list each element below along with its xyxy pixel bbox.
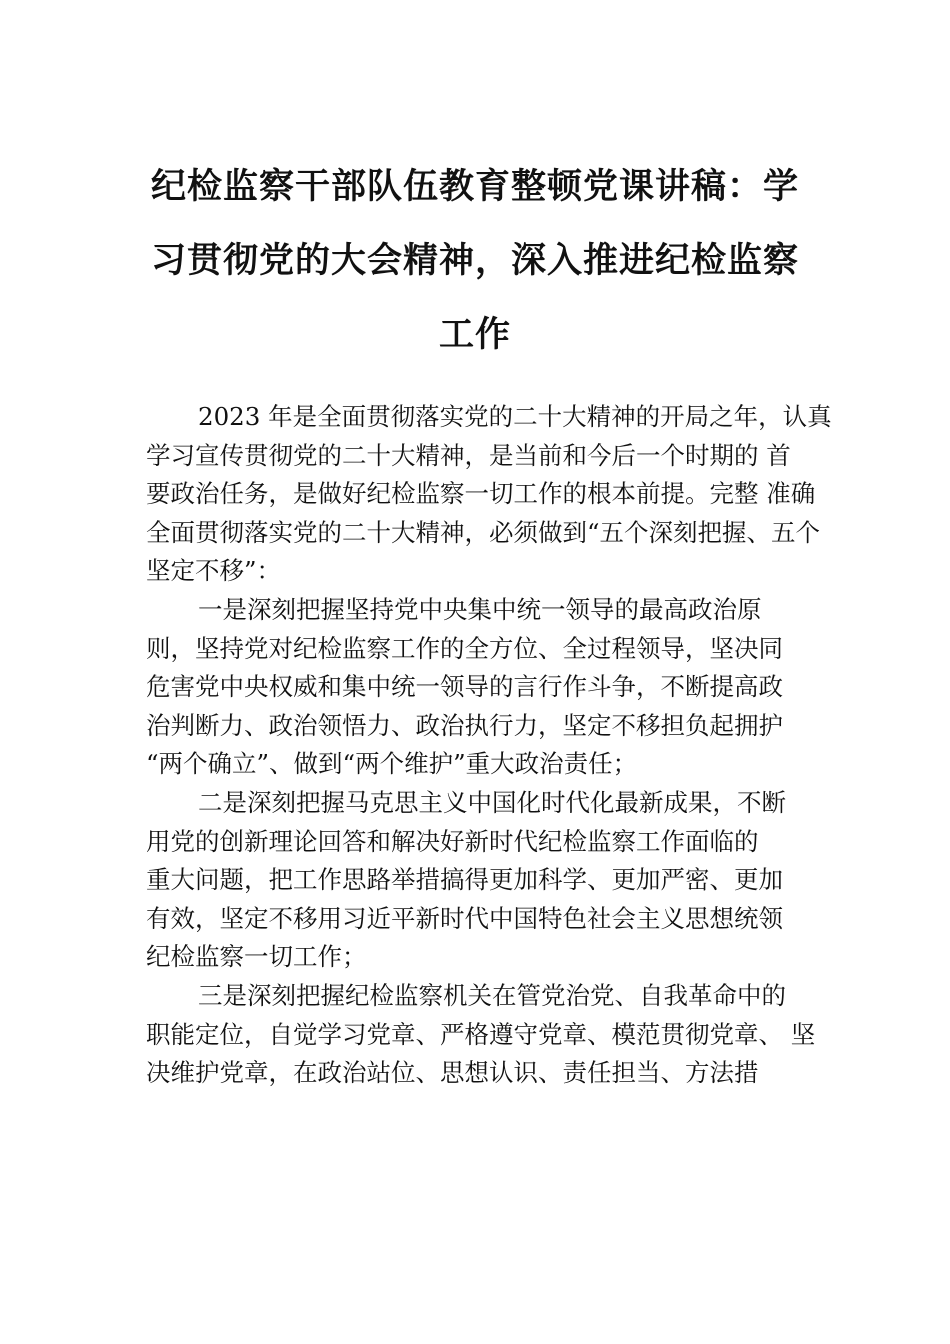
paragraph-line: 学习宣传贯彻党的二十大精神，是当前和今后一个时期的 首 bbox=[146, 440, 791, 470]
paragraph-line: 纪检监察一切工作； bbox=[146, 942, 367, 972]
title-line-2: 习贯彻党的大会精神，深入推进纪检监察 bbox=[150, 241, 799, 281]
paragraph-line: 职能定位，自觉学习党章、严格遵守党章、模范贯彻党章、 坚 bbox=[146, 1019, 816, 1049]
paragraph-line: 二是深刻把握马克思主义中国化时代化最新成果，不断 bbox=[198, 787, 786, 817]
paragraph-line: 决维护党章，在政治站位、思想认识、责任担当、方法措 bbox=[146, 1058, 759, 1088]
paragraph-line: 全面贯彻落实党的二十大精神，必须做到“五个深刻把握、五个 bbox=[146, 517, 821, 547]
paragraph-line: 用党的创新理论回答和解决好新时代纪检监察工作面临的 bbox=[146, 826, 759, 856]
paragraph-point-3 bbox=[146, 977, 836, 1093]
document-body bbox=[146, 398, 836, 1093]
document-title bbox=[140, 150, 810, 372]
paragraph-line: 治判断力、政治领悟力、政治执行力，坚定不移担负起拥护 bbox=[146, 710, 783, 740]
paragraph-line: “两个确立”、做到“两个维护”重大政治责任； bbox=[146, 749, 638, 779]
title-line-3: 工作 bbox=[438, 315, 511, 355]
paragraph-line: 2023 年是全面贯彻落实党的二十大精神的开局之年，认真 bbox=[198, 402, 832, 431]
paragraph-line: 有效，坚定不移用习近平新时代中国特色社会主义思想统领 bbox=[146, 903, 783, 933]
paragraph-line: 一是深刻把握坚持党中央集中统一领导的最高政治原 bbox=[198, 594, 762, 624]
paragraph-line: 危害党中央权威和集中统一领导的言行作斗争，不断提高政 bbox=[146, 672, 783, 702]
paragraph-line: 则，坚持党对纪检监察工作的全方位、全过程领导，坚决同 bbox=[146, 633, 783, 663]
paragraph-line: 重大问题，把工作思路举措搞得更加科学、更加严密、更加 bbox=[146, 865, 783, 895]
paragraph-line: 要政治任务，是做好纪检监察一切工作的根本前提。完整 准确 bbox=[146, 479, 816, 509]
paragraph-point-1 bbox=[146, 591, 836, 784]
title-line-1: 纪检监察干部队伍教育整顿党课讲稿：学 bbox=[150, 167, 799, 207]
paragraph-point-2 bbox=[146, 784, 836, 977]
paragraph-line: 三是深刻把握纪检监察机关在管党治党、自我革命中的 bbox=[198, 980, 786, 1010]
paragraph-line: 坚定不移”： bbox=[146, 556, 282, 586]
paragraph-intro bbox=[146, 398, 836, 591]
